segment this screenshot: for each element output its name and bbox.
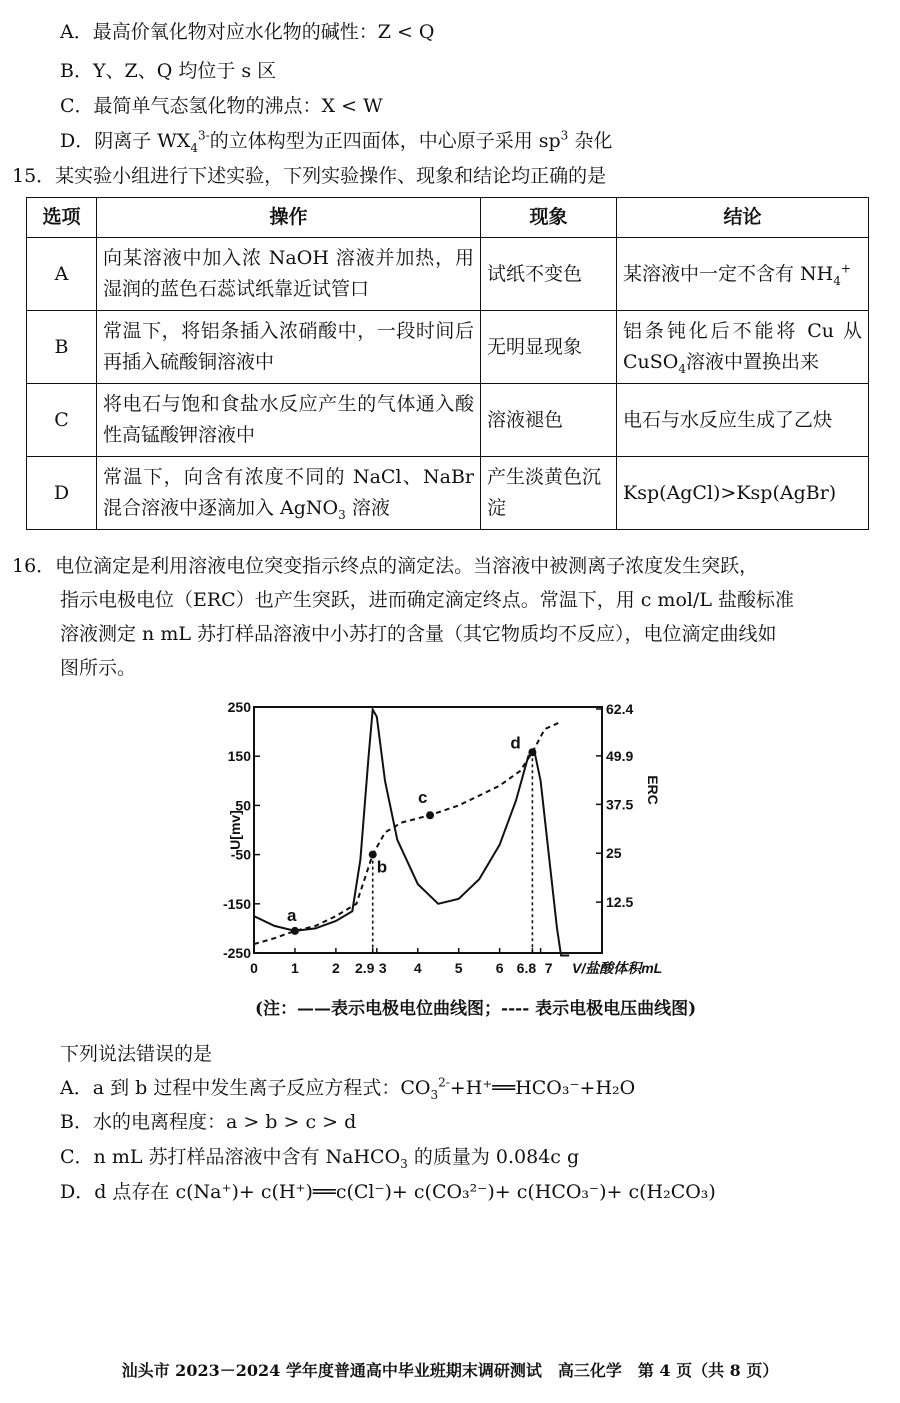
row-phenomenon: 无明显现象 <box>481 311 617 384</box>
q16-stem-line3: 溶液测定 n mL 苏打样品溶液中小苏打的含量（其它物质均不反应），电位滴定曲线如 <box>60 623 777 645</box>
left-tick-label: -150 <box>222 895 251 912</box>
left-tick-label: -50 <box>230 846 251 863</box>
x-tick-label: 2 <box>331 960 340 976</box>
q14-option-b: B．Y、Z、Q 均位于 s 区 <box>60 60 277 82</box>
header-conclusion: 结论 <box>617 198 869 238</box>
x-tick-label: 7 <box>544 960 553 976</box>
header-operation: 操作 <box>97 198 481 238</box>
point-label-b: b <box>376 857 388 877</box>
table-row <box>27 457 869 530</box>
table-row <box>27 238 869 311</box>
page-footer: 汕头市 2023－2024 学年度普通高中毕业班期末调研测试 高三化学 第 4 页（共 8 页） <box>121 1361 779 1380</box>
q14-option-c: C．最简单气态氢化物的沸点：X < W <box>60 95 383 117</box>
table-row <box>27 311 869 384</box>
q16-question: 下列说法错误的是 <box>60 1043 213 1065</box>
titration-chart <box>222 695 710 995</box>
x-tick-label: 5 <box>454 960 463 976</box>
header-phenomenon: 现象 <box>481 198 617 238</box>
x-tick-label: 0 <box>250 960 258 976</box>
q14-option-a: A．最高价氧化物对应水化物的碱性：Z < Q <box>60 21 435 43</box>
row-operation: 将电石与饱和食盐水反应产生的气体通入酸性高锰酸钾溶液中 <box>97 384 481 457</box>
right-tick-label: 25 <box>606 845 622 862</box>
q14-option-d: D．阴离子 $WX_4^{3-}$的立体构型为正四面体，中心原子采用 $sp^3$ 杂化 <box>60 128 613 155</box>
y-axis-label-left: U[mv] <box>227 810 243 850</box>
row-operation: 常温下，将铝条插入浓硝酸中，一段时间后再插入硫酸铜溶液中 <box>97 311 481 384</box>
right-tick-label: 37.5 <box>606 796 634 813</box>
q15-stem: 15．某实验小组进行下述实验，下列实验操作、现象和结论均正确的是 <box>12 165 607 187</box>
right-tick-label: 12.5 <box>606 894 634 911</box>
right-tick-label: 62.4 <box>606 701 634 717</box>
point-d <box>528 748 536 756</box>
row-option: C <box>27 384 97 457</box>
x-tick-label: 2.9 <box>354 960 375 976</box>
q16-option-c: C．n mL 苏打样品溶液中含有 NaHCO$_3$ 的质量为 0.084c g <box>60 1146 580 1171</box>
row-conclusion: 某溶液中一定不含有 $NH_4^+$ <box>617 238 869 311</box>
x-tick-label: 6 <box>495 960 504 976</box>
q16-stem-line1: 16．电位滴定是利用溶液电位突变指示终点的滴定法。当溶液中被测离子浓度发生突跃， <box>12 555 759 577</box>
row-phenomenon: 溶液褪色 <box>481 384 617 457</box>
x-tick-label: 3 <box>378 960 387 976</box>
x-tick-label: 1 <box>291 960 299 976</box>
q16-stem-line2: 指示电极电位（ERC）也产生突跃，进而确定滴定终点。常温下，用 c mol/L 盐酸标准 <box>60 589 795 611</box>
row-conclusion: Ksp(AgCl)>Ksp(AgBr) <box>617 457 869 530</box>
left-tick-label: 150 <box>227 748 251 765</box>
q16-option-b: B．水的电离程度：a > b > c > d <box>60 1111 357 1133</box>
q16-option-a: A．a 到 b 过程中发生离子反应方程式：$CO_3^{2-}+H^+══HCO_3^-+H_2O$ <box>60 1075 636 1102</box>
chart-note: (注：——表示电极电位曲线图；---- 表示电极电压曲线图) <box>255 999 697 1019</box>
row-conclusion: 电石与水反应生成了乙炔 <box>617 384 869 457</box>
point-label-a: a <box>286 905 297 925</box>
left-tick-label: -250 <box>222 945 251 961</box>
potential-curve <box>254 710 569 956</box>
point-label-d: d <box>510 733 521 753</box>
experiment-table <box>26 197 869 530</box>
point-label-c: c <box>418 788 428 808</box>
row-operation: 向某溶液中加入浓 NaOH 溶液并加热，用湿润的蓝色石蕊试纸靠近试管口 <box>97 238 481 311</box>
right-tick-label: 49.9 <box>606 747 634 764</box>
left-tick-label: 250 <box>227 699 251 715</box>
row-conclusion: 铝条钝化后不能将 Cu 从 CuSO$_4$溶液中置换出来 <box>617 311 869 384</box>
x-tick-label: 6.8 <box>516 960 537 976</box>
row-operation: 常温下，向含有浓度不同的 NaCl、NaBr 混合溶液中逐滴加入 AgNO$_3$ 溶液 <box>97 457 481 530</box>
x-axis-label: V/盐酸体积mL <box>572 960 663 976</box>
point-b <box>369 851 377 859</box>
plot-frame <box>254 707 602 953</box>
row-option: A <box>27 238 97 311</box>
voltage-curve <box>254 722 561 944</box>
q16-option-d: D．d 点存在 c(Na⁺)+ c(H⁺)══c(Cl⁻)+ c(CO₃²⁻)+ c(HCO₃⁻)+ c(H₂CO₃) <box>60 1181 716 1203</box>
left-tick-label: 50 <box>235 797 251 814</box>
row-phenomenon: 产生淡黄色沉淀 <box>481 457 617 530</box>
row-option: B <box>27 311 97 384</box>
row-option: D <box>27 457 97 530</box>
row-phenomenon: 试纸不变色 <box>481 238 617 311</box>
point-a <box>291 927 299 935</box>
table-row <box>27 384 869 457</box>
y-axis-label-right: ERC <box>645 775 661 805</box>
q16-stem-line4: 图所示。 <box>60 657 137 679</box>
x-tick-label: 4 <box>413 960 422 976</box>
point-c <box>426 811 434 819</box>
header-option: 选项 <box>27 198 97 238</box>
